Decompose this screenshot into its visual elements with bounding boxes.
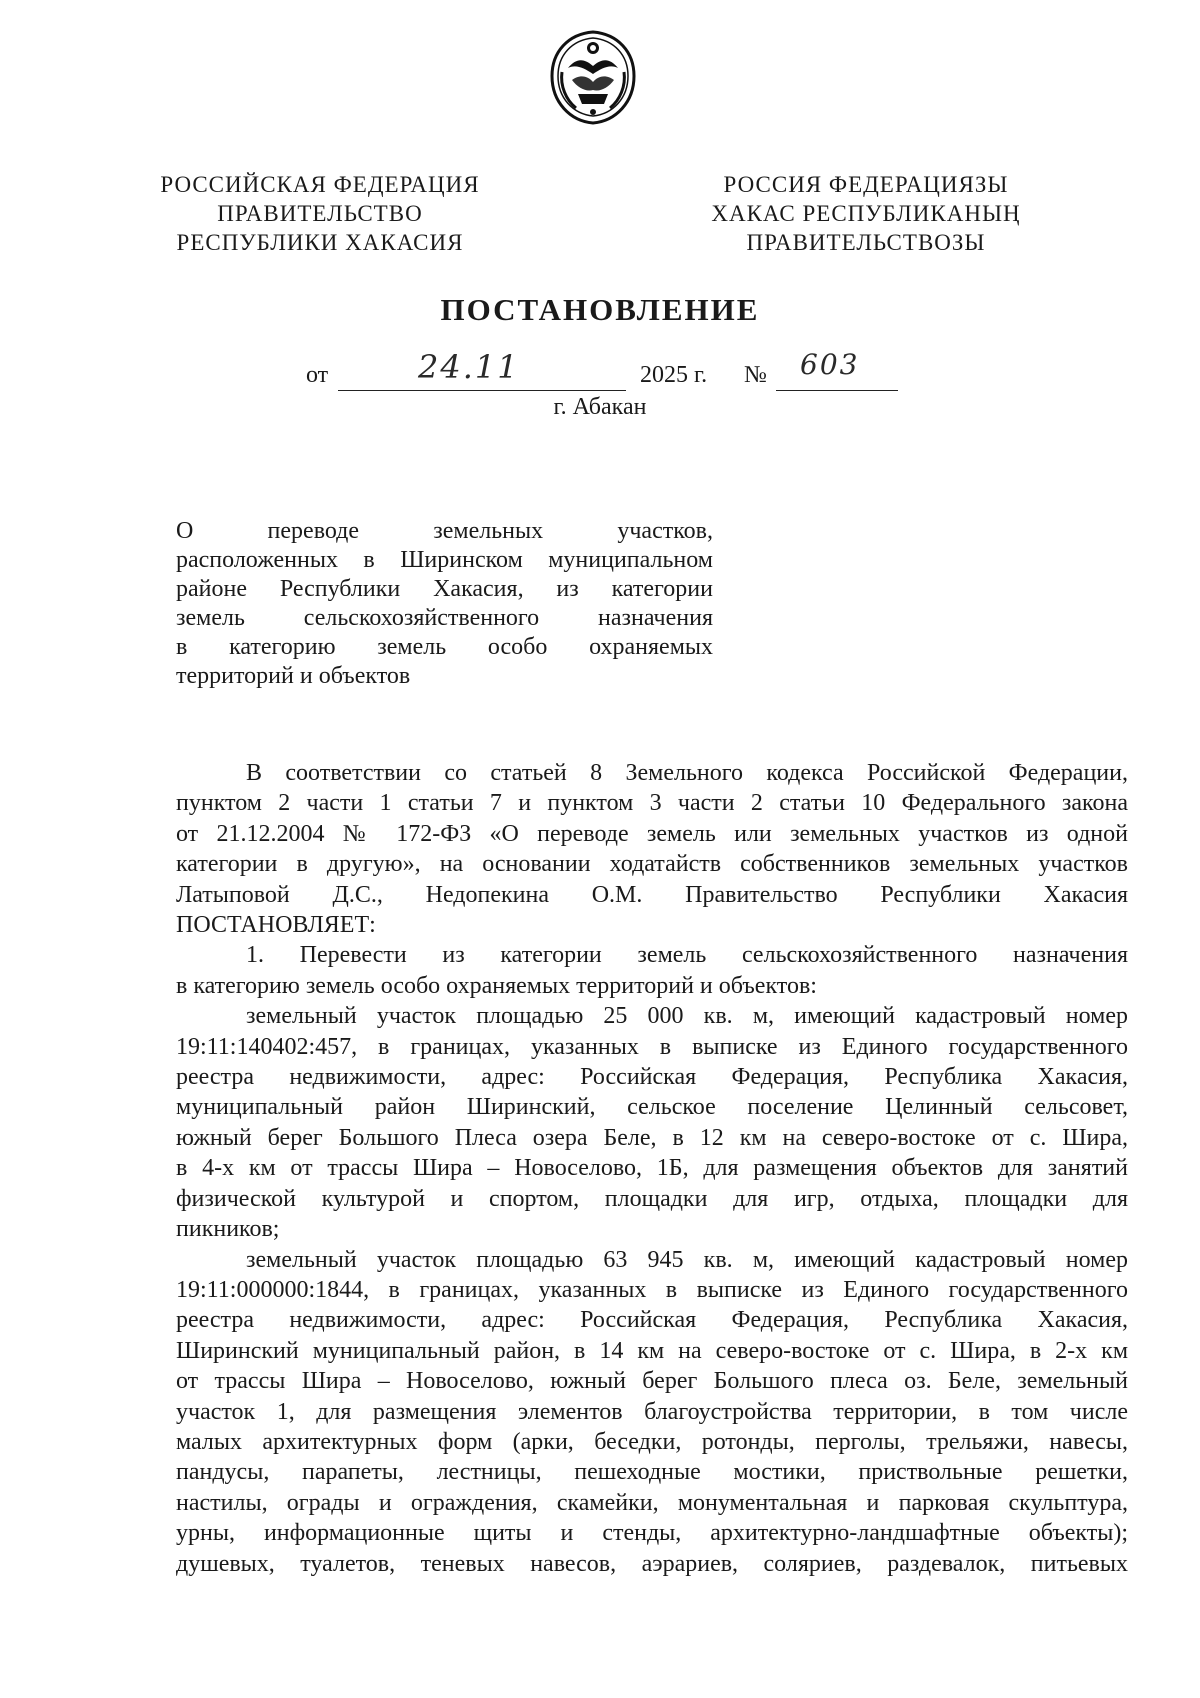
coat-of-arms-icon bbox=[548, 28, 638, 126]
body-line: от трассы Шира – Новоселово, южный берег Большого плеса оз. Беле, земельный bbox=[176, 1368, 1128, 1395]
subject-block bbox=[176, 517, 713, 691]
subject-line: земель сельскохозяйственного назначения bbox=[176, 605, 713, 631]
body-line: земельный участок площадью 25 000 кв. м, имеющий кадастровый номер bbox=[246, 1003, 1128, 1030]
subject-line: расположенных в Ширинском муниципальном bbox=[176, 547, 713, 573]
from-label: от bbox=[306, 362, 329, 388]
header-left-line: РОССИЙСКАЯ ФЕДЕРАЦИЯ bbox=[160, 172, 480, 197]
number-sign: № bbox=[744, 362, 767, 388]
body-line: пикников; bbox=[176, 1216, 280, 1243]
body-line: участок 1, для размещения элементов благоустройства территории, в том числе bbox=[176, 1398, 1128, 1425]
header-right bbox=[698, 170, 1034, 257]
header-left-line: ПРАВИТЕЛЬСТВО bbox=[217, 201, 423, 226]
number-handwritten: 603 bbox=[800, 348, 860, 381]
body-line: Латыповой Д.С., Недопекина О.М. Правительство Республики Хакасия bbox=[176, 881, 1128, 908]
body-line: земельный участок площадью 63 945 кв. м, имеющий кадастровый номер bbox=[246, 1246, 1128, 1273]
body-line: пунктом 2 части 1 статьи 7 и пунктом 3 части 2 статьи 10 Федерального закона bbox=[176, 790, 1128, 817]
subject-line: О переводе земельных участков, bbox=[176, 518, 713, 544]
year-label: 2025 г. bbox=[640, 362, 708, 388]
body-line: ПОСТАНОВЛЯЕТ: bbox=[176, 912, 376, 939]
body-line: от 21.12.2004 № 172-ФЗ «О переводе земель или земельных участков из одной bbox=[176, 820, 1128, 847]
body-line: душевых, туалетов, теневых навесов, аэрариев, соляриев, раздевалок, питьевых bbox=[176, 1550, 1128, 1577]
body-line: В соответствии со статьей 8 Земельного кодекса Российской Федерации, bbox=[246, 760, 1128, 786]
body-line: муниципальный район Ширинский, сельское поселение Целинный сельсовет, bbox=[176, 1094, 1128, 1121]
body-text bbox=[176, 758, 1128, 1579]
date-number-line bbox=[0, 348, 1200, 396]
body-line: 1. Перевести из категории земель сельскохозяйственного назначения bbox=[246, 942, 1128, 969]
body-line: в категорию земель особо охраняемых территорий и объектов: bbox=[176, 972, 817, 999]
subject-line: территорий и объектов bbox=[176, 663, 411, 689]
body-line: физической культурой и спортом, площадки для игр, отдыха, площадки для bbox=[176, 1185, 1128, 1212]
body-line: реестра недвижимости, адрес: Российская Федерация, Республика Хакасия, bbox=[176, 1307, 1128, 1334]
header-right-line: РОССИЯ ФЕДЕРАЦИЯЗЫ bbox=[723, 172, 1009, 197]
subject-line: в категорию земель особо охраняемых bbox=[176, 634, 713, 660]
body-line: урны, информационные щиты и стенды, архитектурно-ландшафтные объекты); bbox=[176, 1520, 1128, 1547]
body-line: реестра недвижимости, адрес: Российская Федерация, Республика Хакасия, bbox=[176, 1064, 1128, 1091]
body-line: 19:11:000000:1844, в границах, указанных в выписке из Единого государственного bbox=[176, 1276, 1128, 1303]
body-line: настилы, ограды и ограждения, скамейки, монументальная и парковая скульптура, bbox=[176, 1489, 1128, 1516]
body-line: Ширинский муниципальный район, в 14 км на северо-востоке от с. Шира, в 2-х км bbox=[176, 1337, 1128, 1364]
body-line: 19:11:140402:457, в границах, указанных в выписке из Единого государственного bbox=[176, 1033, 1128, 1060]
body-line: южный берег Большого Плеса озера Беле, в 12 км на северо-востоке от с. Шира, bbox=[176, 1124, 1128, 1151]
header-right-line: ХАКАС РЕСПУБЛИКАНЫҢ bbox=[711, 201, 1021, 226]
body-line: в 4-х км от трассы Шира – Новоселово, 1Б, для размещения объектов для занятий bbox=[176, 1155, 1128, 1182]
date-underline bbox=[338, 390, 626, 391]
subject-line: районе Республики Хакасия, из категории bbox=[176, 576, 713, 602]
body-line: малых архитектурных форм (арки, беседки, ротонды, перголы, трельяжи, навесы, bbox=[176, 1428, 1128, 1455]
header-left-line: РЕСПУБЛИКИ ХАКАСИЯ bbox=[176, 230, 464, 255]
document-title: ПОСТАНОВЛЕНИЕ bbox=[440, 292, 760, 327]
body-line: категории в другую», на основании ходатайств собственников земельных участков bbox=[176, 851, 1128, 878]
date-handwritten: 24.11 bbox=[418, 348, 520, 386]
city-label: г. Абакан bbox=[553, 394, 647, 420]
header-left bbox=[152, 170, 488, 257]
body-line: пандусы, парапеты, лестницы, пешеходные мостики, приствольные решетки, bbox=[176, 1459, 1128, 1486]
number-underline bbox=[776, 390, 898, 391]
header-right-line: ПРАВИТЕЛЬСТВОЗЫ bbox=[746, 230, 986, 255]
